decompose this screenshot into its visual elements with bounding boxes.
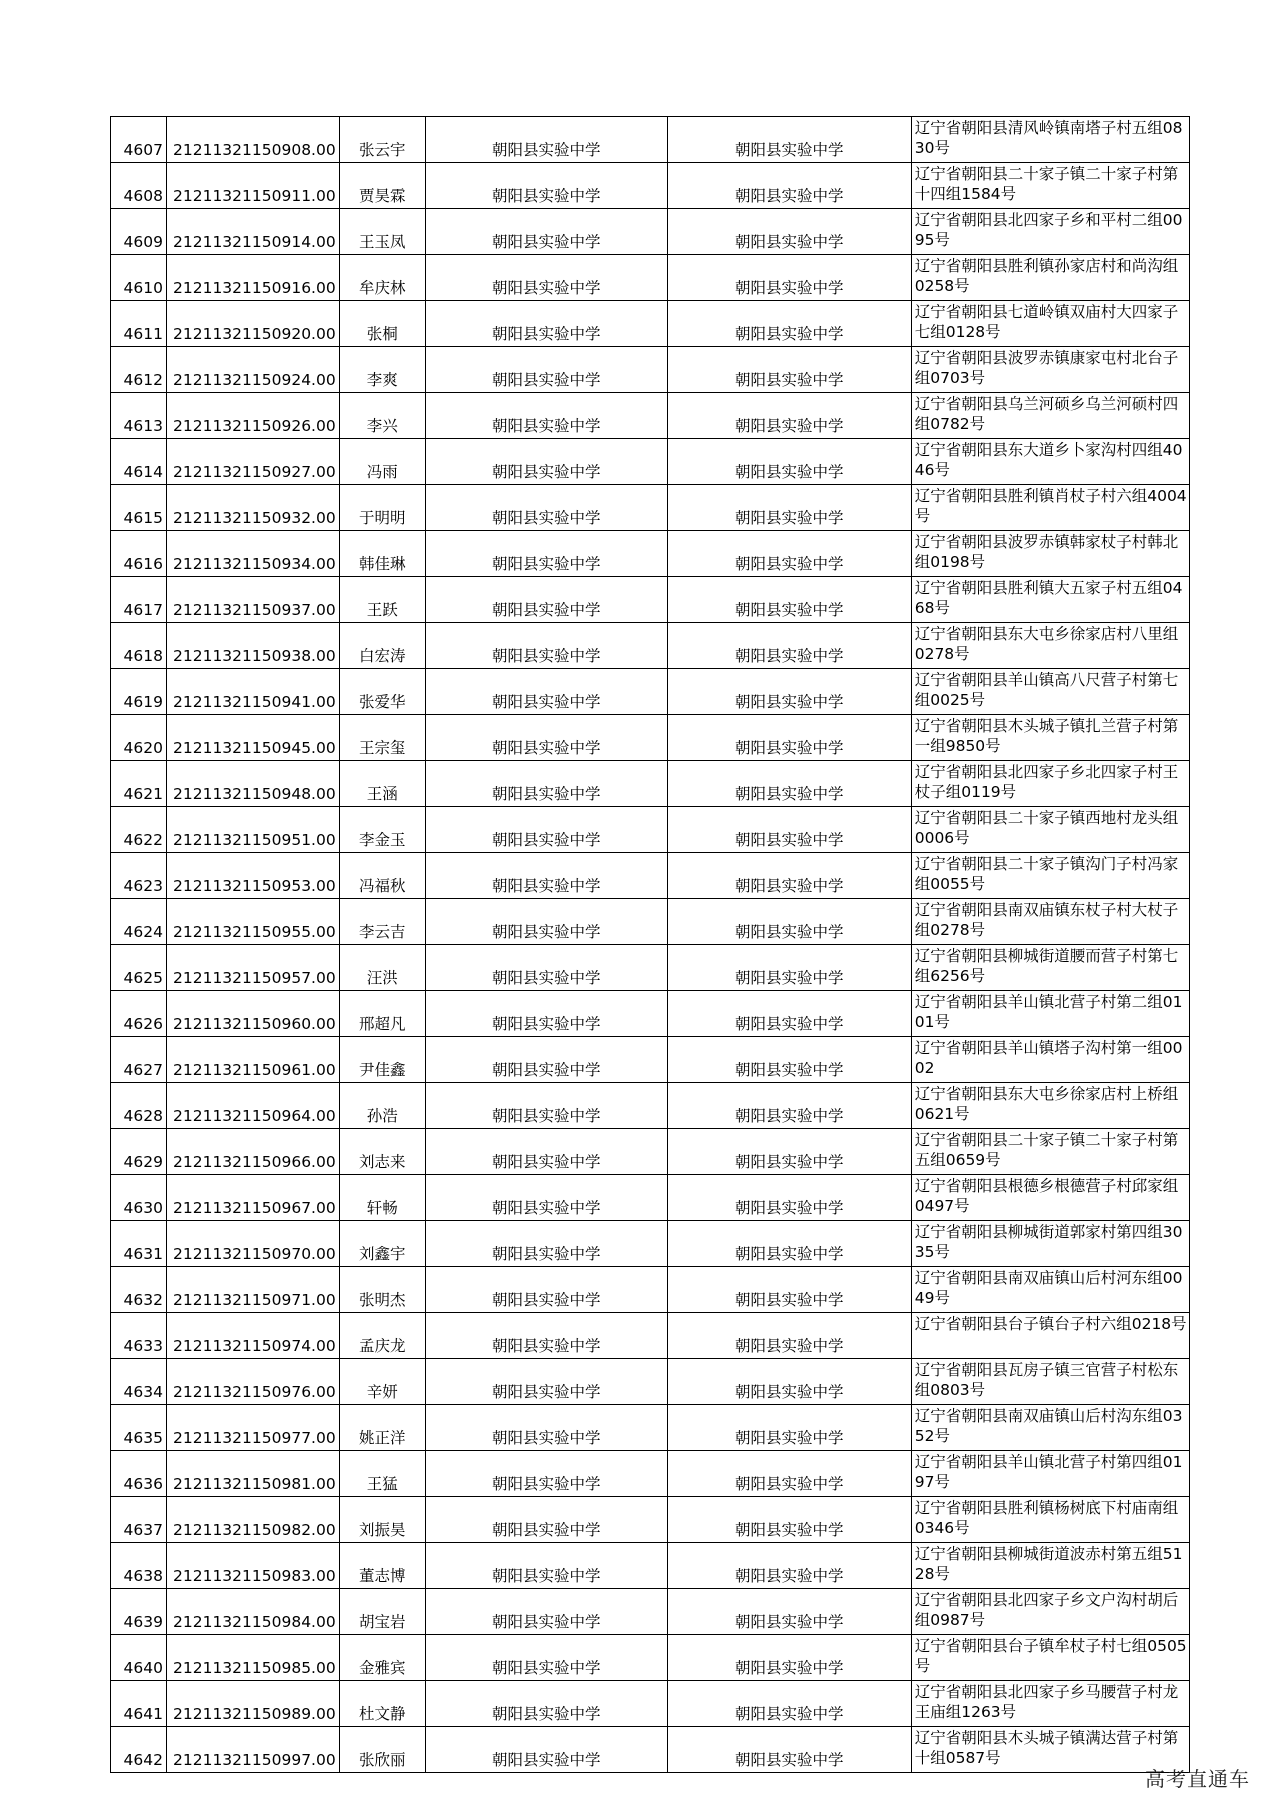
school-cell: 朝阳县实验中学 — [425, 715, 667, 761]
graduate-school-cell: 朝阳县实验中学 — [667, 393, 911, 439]
address-cell: 辽宁省朝阳县东大屯乡徐家店村上桥组0621号 — [911, 1083, 1189, 1129]
table-row — [111, 531, 1190, 577]
row-number-cell: 4637 — [111, 1497, 167, 1543]
row-number-cell: 4623 — [111, 853, 167, 899]
graduate-school-cell: 朝阳县实验中学 — [667, 1175, 911, 1221]
address-cell: 辽宁省朝阳县木头城子镇扎兰营子村第一组9850号 — [911, 715, 1189, 761]
row-number-cell: 4634 — [111, 1359, 167, 1405]
address-cell: 辽宁省朝阳县羊山镇塔子沟村第一组0002 — [911, 1037, 1189, 1083]
exam-id-cell: 21211321150916.00 — [167, 255, 340, 301]
table-row — [111, 1313, 1190, 1359]
address-cell: 辽宁省朝阳县胜利镇孙家店村和尚沟组0258号 — [911, 255, 1189, 301]
row-number-cell: 4618 — [111, 623, 167, 669]
student-name-cell: 刘振昊 — [339, 1497, 425, 1543]
table-row — [111, 623, 1190, 669]
exam-id-cell: 21211321150911.00 — [167, 163, 340, 209]
student-name-cell: 于明明 — [339, 485, 425, 531]
student-name-cell: 邢超凡 — [339, 991, 425, 1037]
address-cell: 辽宁省朝阳县胜利镇杨树底下村庙南组0346号 — [911, 1497, 1189, 1543]
student-name-cell: 张云宇 — [339, 117, 425, 163]
exam-id-cell: 21211321150971.00 — [167, 1267, 340, 1313]
school-cell: 朝阳县实验中学 — [425, 899, 667, 945]
address-cell: 辽宁省朝阳县羊山镇北营子村第四组0197号 — [911, 1451, 1189, 1497]
exam-id-cell: 21211321150983.00 — [167, 1543, 340, 1589]
address-cell: 辽宁省朝阳县南双庙镇东杖子村大杖子组0278号 — [911, 899, 1189, 945]
graduate-school-cell: 朝阳县实验中学 — [667, 1037, 911, 1083]
student-name-cell: 贾昊霖 — [339, 163, 425, 209]
school-cell: 朝阳县实验中学 — [425, 1313, 667, 1359]
school-cell: 朝阳县实验中学 — [425, 531, 667, 577]
address-cell: 辽宁省朝阳县南双庙镇山后村沟东组0352号 — [911, 1405, 1189, 1451]
exam-id-cell: 21211321150966.00 — [167, 1129, 340, 1175]
row-number-cell: 4621 — [111, 761, 167, 807]
school-cell: 朝阳县实验中学 — [425, 1635, 667, 1681]
table-row — [111, 945, 1190, 991]
row-number-cell: 4641 — [111, 1681, 167, 1727]
school-cell: 朝阳县实验中学 — [425, 1359, 667, 1405]
exam-id-cell: 21211321150981.00 — [167, 1451, 340, 1497]
school-cell: 朝阳县实验中学 — [425, 1543, 667, 1589]
address-cell: 辽宁省朝阳县柳城街道波赤村第五组5128号 — [911, 1543, 1189, 1589]
exam-id-cell: 21211321150934.00 — [167, 531, 340, 577]
school-cell: 朝阳县实验中学 — [425, 255, 667, 301]
school-cell: 朝阳县实验中学 — [425, 163, 667, 209]
table-row — [111, 1727, 1190, 1773]
row-number-cell: 4628 — [111, 1083, 167, 1129]
school-cell: 朝阳县实验中学 — [425, 301, 667, 347]
student-name-cell: 白宏涛 — [339, 623, 425, 669]
school-cell: 朝阳县实验中学 — [425, 807, 667, 853]
table-row — [111, 255, 1190, 301]
row-number-cell: 4638 — [111, 1543, 167, 1589]
table-row — [111, 1681, 1190, 1727]
school-cell: 朝阳县实验中学 — [425, 623, 667, 669]
row-number-cell: 4616 — [111, 531, 167, 577]
address-cell: 辽宁省朝阳县瓦房子镇三官营子村松东组0803号 — [911, 1359, 1189, 1405]
student-name-cell: 刘志来 — [339, 1129, 425, 1175]
address-cell: 辽宁省朝阳县羊山镇北营子村第二组0101号 — [911, 991, 1189, 1037]
row-number-cell: 4635 — [111, 1405, 167, 1451]
student-name-cell: 尹佳鑫 — [339, 1037, 425, 1083]
exam-id-cell: 21211321150951.00 — [167, 807, 340, 853]
row-number-cell: 4615 — [111, 485, 167, 531]
table-row — [111, 117, 1190, 163]
student-name-cell: 辛妍 — [339, 1359, 425, 1405]
address-cell: 辽宁省朝阳县二十家子镇西地村龙头组0006号 — [911, 807, 1189, 853]
exam-id-cell: 21211321150948.00 — [167, 761, 340, 807]
graduate-school-cell: 朝阳县实验中学 — [667, 1681, 911, 1727]
student-name-cell: 张欣丽 — [339, 1727, 425, 1773]
address-cell: 辽宁省朝阳县北四家子乡和平村二组0095号 — [911, 209, 1189, 255]
exam-id-cell: 21211321150960.00 — [167, 991, 340, 1037]
exam-id-cell: 21211321150997.00 — [167, 1727, 340, 1773]
student-name-cell: 张爱华 — [339, 669, 425, 715]
school-cell: 朝阳县实验中学 — [425, 1037, 667, 1083]
student-name-cell: 杜文静 — [339, 1681, 425, 1727]
address-cell: 辽宁省朝阳县台子镇牟杖子村七组0505号 — [911, 1635, 1189, 1681]
graduate-school-cell: 朝阳县实验中学 — [667, 715, 911, 761]
address-cell: 辽宁省朝阳县东大屯乡徐家店村八里组0278号 — [911, 623, 1189, 669]
table-row — [111, 1543, 1190, 1589]
table-row — [111, 1083, 1190, 1129]
address-cell: 辽宁省朝阳县波罗赤镇康家屯村北台子组0703号 — [911, 347, 1189, 393]
row-number-cell: 4639 — [111, 1589, 167, 1635]
school-cell: 朝阳县实验中学 — [425, 761, 667, 807]
row-number-cell: 4627 — [111, 1037, 167, 1083]
graduate-school-cell: 朝阳县实验中学 — [667, 669, 911, 715]
school-cell: 朝阳县实验中学 — [425, 945, 667, 991]
row-number-cell: 4622 — [111, 807, 167, 853]
address-cell: 辽宁省朝阳县柳城街道腰而营子村第七组6256号 — [911, 945, 1189, 991]
exam-id-cell: 21211321150977.00 — [167, 1405, 340, 1451]
table-row — [111, 577, 1190, 623]
table-row — [111, 301, 1190, 347]
student-name-cell: 冯福秋 — [339, 853, 425, 899]
exam-id-cell: 21211321150937.00 — [167, 577, 340, 623]
exam-id-cell: 21211321150932.00 — [167, 485, 340, 531]
row-number-cell: 4613 — [111, 393, 167, 439]
graduate-school-cell: 朝阳县实验中学 — [667, 1129, 911, 1175]
table-row — [111, 1359, 1190, 1405]
student-name-cell: 姚正洋 — [339, 1405, 425, 1451]
address-cell: 辽宁省朝阳县二十家子镇沟门子村冯家组0055号 — [911, 853, 1189, 899]
table-row — [111, 853, 1190, 899]
school-cell: 朝阳县实验中学 — [425, 1681, 667, 1727]
row-number-cell: 4617 — [111, 577, 167, 623]
table-row — [111, 1267, 1190, 1313]
table-row — [111, 807, 1190, 853]
graduate-school-cell: 朝阳县实验中学 — [667, 1359, 911, 1405]
exam-id-cell: 21211321150938.00 — [167, 623, 340, 669]
graduate-school-cell: 朝阳县实验中学 — [667, 577, 911, 623]
exam-id-cell: 21211321150970.00 — [167, 1221, 340, 1267]
graduate-school-cell: 朝阳县实验中学 — [667, 945, 911, 991]
row-number-cell: 4609 — [111, 209, 167, 255]
school-cell: 朝阳县实验中学 — [425, 1175, 667, 1221]
watermark-text: 高考直通车 — [1145, 1767, 1250, 1791]
graduate-school-cell: 朝阳县实验中学 — [667, 761, 911, 807]
row-number-cell: 4619 — [111, 669, 167, 715]
student-name-cell: 冯雨 — [339, 439, 425, 485]
row-number-cell: 4642 — [111, 1727, 167, 1773]
row-number-cell: 4626 — [111, 991, 167, 1037]
graduate-school-cell: 朝阳县实验中学 — [667, 485, 911, 531]
address-cell: 辽宁省朝阳县南双庙镇山后村河东组0049号 — [911, 1267, 1189, 1313]
school-cell: 朝阳县实验中学 — [425, 1727, 667, 1773]
student-name-cell: 李爽 — [339, 347, 425, 393]
graduate-school-cell: 朝阳县实验中学 — [667, 623, 911, 669]
address-cell: 辽宁省朝阳县二十家子镇二十家子村第十四组1584号 — [911, 163, 1189, 209]
student-name-cell: 刘鑫宇 — [339, 1221, 425, 1267]
table-body — [111, 117, 1190, 1773]
address-cell: 辽宁省朝阳县北四家子乡马腰营子村龙王庙组1263号 — [911, 1681, 1189, 1727]
student-name-cell: 王跃 — [339, 577, 425, 623]
row-number-cell: 4611 — [111, 301, 167, 347]
address-cell: 辽宁省朝阳县胜利镇肖杖子村六组4004号 — [911, 485, 1189, 531]
address-cell: 辽宁省朝阳县清风岭镇南塔子村五组0830号 — [911, 117, 1189, 163]
student-name-cell: 孟庆龙 — [339, 1313, 425, 1359]
row-number-cell: 4608 — [111, 163, 167, 209]
table-row — [111, 209, 1190, 255]
student-name-cell: 王涵 — [339, 761, 425, 807]
exam-id-cell: 21211321150920.00 — [167, 301, 340, 347]
student-name-cell: 李云吉 — [339, 899, 425, 945]
table-row — [111, 899, 1190, 945]
student-name-cell: 轩畅 — [339, 1175, 425, 1221]
table-row — [111, 1635, 1190, 1681]
address-cell: 辽宁省朝阳县北四家子乡北四家子村王杖子组0119号 — [911, 761, 1189, 807]
exam-id-cell: 21211321150964.00 — [167, 1083, 340, 1129]
school-cell: 朝阳县实验中学 — [425, 853, 667, 899]
school-cell: 朝阳县实验中学 — [425, 1589, 667, 1635]
student-name-cell: 张桐 — [339, 301, 425, 347]
graduate-school-cell: 朝阳县实验中学 — [667, 1221, 911, 1267]
school-cell: 朝阳县实验中学 — [425, 1451, 667, 1497]
school-cell: 朝阳县实验中学 — [425, 1083, 667, 1129]
table-row — [111, 761, 1190, 807]
school-cell: 朝阳县实验中学 — [425, 577, 667, 623]
row-number-cell: 4612 — [111, 347, 167, 393]
graduate-school-cell: 朝阳县实验中学 — [667, 347, 911, 393]
exam-id-cell: 21211321150914.00 — [167, 209, 340, 255]
table-row — [111, 669, 1190, 715]
exam-id-cell: 21211321150985.00 — [167, 1635, 340, 1681]
school-cell: 朝阳县实验中学 — [425, 1497, 667, 1543]
graduate-school-cell: 朝阳县实验中学 — [667, 1083, 911, 1129]
school-cell: 朝阳县实验中学 — [425, 209, 667, 255]
row-number-cell: 4610 — [111, 255, 167, 301]
table-row — [111, 1175, 1190, 1221]
school-cell: 朝阳县实验中学 — [425, 1221, 667, 1267]
graduate-school-cell: 朝阳县实验中学 — [667, 1543, 911, 1589]
student-name-cell: 牟庆林 — [339, 255, 425, 301]
exam-id-cell: 21211321150941.00 — [167, 669, 340, 715]
graduate-school-cell: 朝阳县实验中学 — [667, 1635, 911, 1681]
graduate-school-cell: 朝阳县实验中学 — [667, 255, 911, 301]
student-name-cell: 韩佳琳 — [339, 531, 425, 577]
table-row — [111, 1129, 1190, 1175]
address-cell: 辽宁省朝阳县波罗赤镇韩家杖子村韩北组0198号 — [911, 531, 1189, 577]
row-number-cell: 4633 — [111, 1313, 167, 1359]
graduate-school-cell: 朝阳县实验中学 — [667, 163, 911, 209]
student-name-cell: 张明杰 — [339, 1267, 425, 1313]
exam-id-cell: 21211321150926.00 — [167, 393, 340, 439]
table-row — [111, 1221, 1190, 1267]
student-name-cell: 孙浩 — [339, 1083, 425, 1129]
school-cell: 朝阳县实验中学 — [425, 117, 667, 163]
exam-id-cell: 21211321150984.00 — [167, 1589, 340, 1635]
school-cell: 朝阳县实验中学 — [425, 485, 667, 531]
graduate-school-cell: 朝阳县实验中学 — [667, 117, 911, 163]
table-row — [111, 991, 1190, 1037]
address-cell: 辽宁省朝阳县七道岭镇双庙村大四家子七组0128号 — [911, 301, 1189, 347]
address-cell: 辽宁省朝阳县木头城子镇满达营子村第十组0587号 — [911, 1727, 1189, 1773]
exam-id-cell: 21211321150967.00 — [167, 1175, 340, 1221]
row-number-cell: 4631 — [111, 1221, 167, 1267]
address-cell: 辽宁省朝阳县二十家子镇二十家子村第五组0659号 — [911, 1129, 1189, 1175]
school-cell: 朝阳县实验中学 — [425, 991, 667, 1037]
exam-id-cell: 21211321150953.00 — [167, 853, 340, 899]
student-name-cell: 李兴 — [339, 393, 425, 439]
row-number-cell: 4607 — [111, 117, 167, 163]
exam-id-cell: 21211321150908.00 — [167, 117, 340, 163]
graduate-school-cell: 朝阳县实验中学 — [667, 1267, 911, 1313]
table-row — [111, 1589, 1190, 1635]
table-row — [111, 1497, 1190, 1543]
row-number-cell: 4640 — [111, 1635, 167, 1681]
graduate-school-cell: 朝阳县实验中学 — [667, 1589, 911, 1635]
student-name-cell: 王玉凤 — [339, 209, 425, 255]
address-cell: 辽宁省朝阳县乌兰河硕乡乌兰河硕村四组0782号 — [911, 393, 1189, 439]
graduate-school-cell: 朝阳县实验中学 — [667, 853, 911, 899]
graduate-school-cell: 朝阳县实验中学 — [667, 439, 911, 485]
student-list-table — [110, 116, 1190, 1773]
exam-id-cell: 21211321150989.00 — [167, 1681, 340, 1727]
school-cell: 朝阳县实验中学 — [425, 669, 667, 715]
table-row — [111, 715, 1190, 761]
exam-id-cell: 21211321150961.00 — [167, 1037, 340, 1083]
school-cell: 朝阳县实验中学 — [425, 1267, 667, 1313]
graduate-school-cell: 朝阳县实验中学 — [667, 1497, 911, 1543]
address-cell: 辽宁省朝阳县柳城街道郭家村第四组3035号 — [911, 1221, 1189, 1267]
exam-id-cell: 21211321150924.00 — [167, 347, 340, 393]
student-name-cell: 王宗玺 — [339, 715, 425, 761]
graduate-school-cell: 朝阳县实验中学 — [667, 991, 911, 1037]
student-name-cell: 董志博 — [339, 1543, 425, 1589]
exam-id-cell: 21211321150955.00 — [167, 899, 340, 945]
table-row — [111, 439, 1190, 485]
student-name-cell: 李金玉 — [339, 807, 425, 853]
exam-id-cell: 21211321150957.00 — [167, 945, 340, 991]
row-number-cell: 4625 — [111, 945, 167, 991]
graduate-school-cell: 朝阳县实验中学 — [667, 1451, 911, 1497]
exam-id-cell: 21211321150974.00 — [167, 1313, 340, 1359]
row-number-cell: 4620 — [111, 715, 167, 761]
school-cell: 朝阳县实验中学 — [425, 347, 667, 393]
school-cell: 朝阳县实验中学 — [425, 393, 667, 439]
exam-id-cell: 21211321150945.00 — [167, 715, 340, 761]
table-row — [111, 163, 1190, 209]
school-cell: 朝阳县实验中学 — [425, 439, 667, 485]
row-number-cell: 4630 — [111, 1175, 167, 1221]
table-row — [111, 485, 1190, 531]
row-number-cell: 4614 — [111, 439, 167, 485]
school-cell: 朝阳县实验中学 — [425, 1129, 667, 1175]
student-name-cell: 金雅宾 — [339, 1635, 425, 1681]
exam-id-cell: 21211321150927.00 — [167, 439, 340, 485]
row-number-cell: 4629 — [111, 1129, 167, 1175]
address-cell: 辽宁省朝阳县羊山镇高八尺营子村第七组0025号 — [911, 669, 1189, 715]
address-cell: 辽宁省朝阳县台子镇台子村六组0218号 — [911, 1313, 1189, 1359]
table-row — [111, 347, 1190, 393]
student-name-cell: 王猛 — [339, 1451, 425, 1497]
address-cell: 辽宁省朝阳县根德乡根德营子村邱家组0497号 — [911, 1175, 1189, 1221]
graduate-school-cell: 朝阳县实验中学 — [667, 1313, 911, 1359]
student-name-cell: 汪洪 — [339, 945, 425, 991]
table-row — [111, 1037, 1190, 1083]
table-row — [111, 1405, 1190, 1451]
table-row — [111, 393, 1190, 439]
school-cell: 朝阳县实验中学 — [425, 1405, 667, 1451]
address-cell: 辽宁省朝阳县北四家子乡文户沟村胡后组0987号 — [911, 1589, 1189, 1635]
exam-id-cell: 21211321150982.00 — [167, 1497, 340, 1543]
table-row — [111, 1451, 1190, 1497]
exam-id-cell: 21211321150976.00 — [167, 1359, 340, 1405]
row-number-cell: 4632 — [111, 1267, 167, 1313]
row-number-cell: 4636 — [111, 1451, 167, 1497]
address-cell: 辽宁省朝阳县胜利镇大五家子村五组0468号 — [911, 577, 1189, 623]
graduate-school-cell: 朝阳县实验中学 — [667, 807, 911, 853]
graduate-school-cell: 朝阳县实验中学 — [667, 301, 911, 347]
graduate-school-cell: 朝阳县实验中学 — [667, 1405, 911, 1451]
address-cell: 辽宁省朝阳县东大道乡卜家沟村四组4046号 — [911, 439, 1189, 485]
graduate-school-cell: 朝阳县实验中学 — [667, 899, 911, 945]
graduate-school-cell: 朝阳县实验中学 — [667, 209, 911, 255]
graduate-school-cell: 朝阳县实验中学 — [667, 1727, 911, 1773]
student-name-cell: 胡宝岩 — [339, 1589, 425, 1635]
graduate-school-cell: 朝阳县实验中学 — [667, 531, 911, 577]
row-number-cell: 4624 — [111, 899, 167, 945]
